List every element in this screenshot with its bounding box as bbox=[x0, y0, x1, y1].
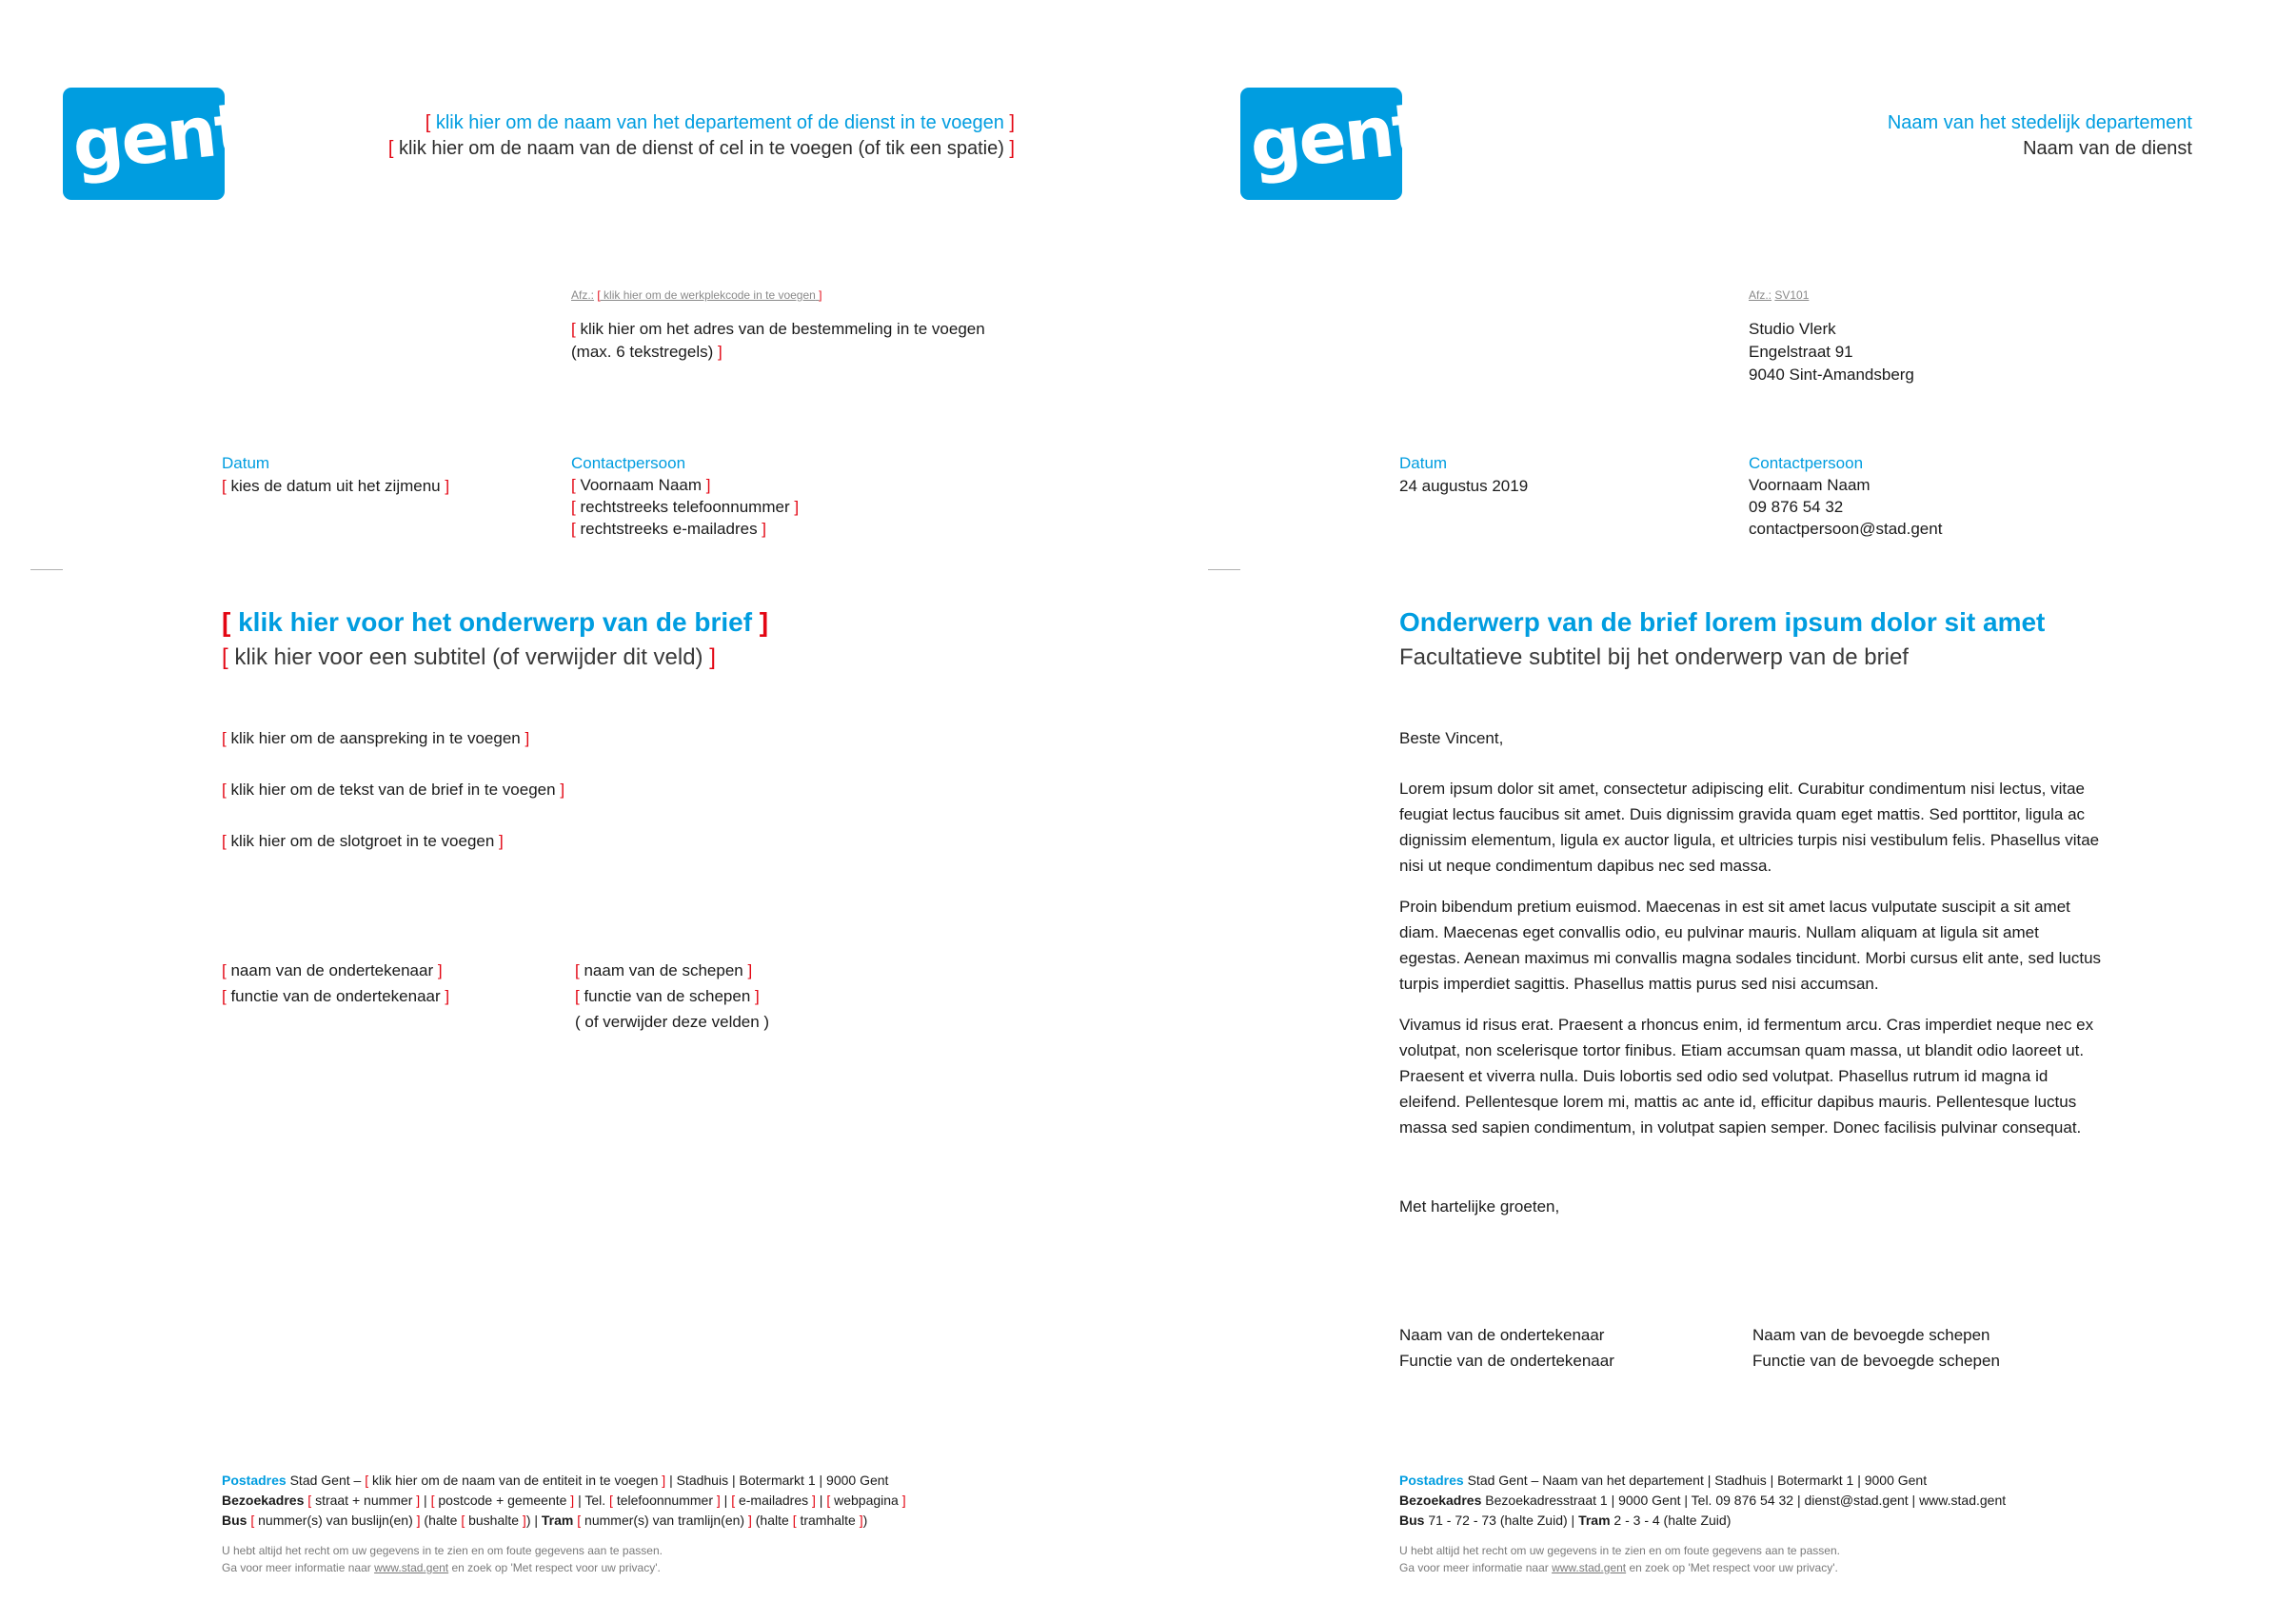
body-paragraph: Vivamus id risus erat. Praesent a rhoncus enim, id fermentum arcu. Cras imperdiet neque nec ex volutpat, non scelerisque tortor finibus. Etiam accumsan quam massa, ut blandit odio laoreet ut. Praesent et viverra nulla. Duis lobortis sed odio sed volutpat. Phasellus rutrum id magna id eleifend. Pellentesque lorem mi, mattis ac ante id, efficitur dapibus mauris. Pellentesque luctus massa sed sapien condimentum, in volutpat sapien semper. Donec facilisis pulvinar consequat. bbox=[1399, 1016, 2094, 1137]
gent-logo bbox=[63, 85, 277, 200]
footer-bus-text: 71 - 72 - 73 (halte Zuid) | bbox=[1428, 1513, 1575, 1528]
logo-text: gent: bbox=[69, 85, 277, 188]
salutation-field[interactable]: [ klik hier om de aanspreking in te voegen ] bbox=[222, 729, 530, 747]
department-placeholder[interactable]: klik hier om de naam van het departement of de dienst in te voegen bbox=[435, 112, 1004, 133]
alderman-function: Functie van de bevoegde schepen bbox=[1752, 1352, 2000, 1370]
contact-phone-placeholder[interactable]: rechtstreeks telefoonnummer bbox=[580, 498, 790, 516]
closing: Met hartelijke groeten, bbox=[1399, 1197, 1560, 1216]
footer-postadres-label: Postadres bbox=[222, 1473, 287, 1488]
alderman-function-placeholder[interactable]: functie van de schepen bbox=[584, 987, 751, 1005]
footer-postadres-rest: | Stadhuis | Botermarkt 1 | 9000 Gent bbox=[669, 1473, 889, 1488]
closing-placeholder[interactable]: klik hier om de slotgroet in te voegen bbox=[230, 832, 495, 850]
privacy-link[interactable]: www.stad.gent bbox=[374, 1561, 449, 1574]
address-line: Engelstraat 91 bbox=[1749, 343, 1853, 361]
sender-code bbox=[1749, 288, 1809, 302]
footer-bus-label: Bus bbox=[222, 1513, 247, 1528]
signer-name-placeholder[interactable]: naam van de ondertekenaar bbox=[230, 961, 434, 979]
date-label: Datum bbox=[1399, 454, 1448, 472]
footer-tram-text: 2 - 3 - 4 (halte Zuid) bbox=[1613, 1513, 1732, 1528]
contact-email: contactpersoon@stad.gent bbox=[1749, 520, 1943, 538]
privacy-line-2b: en zoek op 'Met respect voor uw privacy'. bbox=[451, 1561, 661, 1574]
body-paragraph: Proin bibendum pretium euismod. Maecenas in est sit amet lacus vulputate suscipit a sit amet diam. Maecenas eget convallis odio, eu pulvinar mauris. Nullam aliquam at ligula sit amet egestas. Aenean maximus mi convallis magna sodales tincidunt. Morbi cursus elit ante, sed luctus turpis imperdiet sagittis. Phasellus mattis purus sed nisi accumsan. bbox=[1399, 898, 2102, 993]
footer-tram-label: Tram bbox=[541, 1513, 574, 1528]
contact-name: Voornaam Naam bbox=[1749, 476, 1870, 494]
date-block: Datum [ kies de datum uit het zijmenu ] bbox=[222, 454, 450, 495]
footer-tram-halte-label: (halte bbox=[755, 1513, 789, 1528]
contact-label: Contactpersoon bbox=[571, 454, 686, 472]
footer-tram-label: Tram bbox=[1578, 1513, 1611, 1528]
alderman-name: Naam van de bevoegde schepen bbox=[1752, 1326, 1990, 1344]
letter-example-page bbox=[1178, 0, 2296, 1602]
address-placeholder-line1[interactable]: klik hier om het adres van de bestemmeling in te voegen bbox=[580, 320, 985, 338]
salutation-placeholder[interactable]: klik hier om de aanspreking in te voegen bbox=[230, 729, 521, 747]
footer-bus-label: Bus bbox=[1399, 1513, 1425, 1528]
alderman-name-placeholder[interactable]: naam van de schepen bbox=[584, 961, 743, 979]
letter-footer: Postadres Stad Gent – [ klik hier om de naam van de entiteit in te voegen ] | Stadhuis | Botermarkt 1 | 9000 Gent Bezoekadres [ straat + nummer ] | [ postcode + gemeente ] | Tel. [ telefoonnummer ] | [ e-mailadres ] | [ webpagina ] Bus [ nummer(s) van buslijn(en) ] (halte [ bushalte ]) | Tram [ nummer(s) van tramlijn(en) ] (halte [ tramhalte ]) bbox=[222, 1473, 906, 1528]
closing-field[interactable]: [ klik hier om de slotgroet in te voegen ] bbox=[222, 832, 504, 850]
subtitle-field[interactable]: [ klik hier voor een subtitel (of verwijder dit veld) ] bbox=[222, 644, 716, 670]
recipient-address bbox=[1749, 318, 1914, 386]
footer-bus-halte-label: (halte bbox=[424, 1513, 458, 1528]
subject: Onderwerp van de brief lorem ipsum dolor sit amet bbox=[1399, 607, 2046, 637]
signer-block: [ naam van de ondertekenaar ] [ functie van de ondertekenaar ] bbox=[222, 961, 450, 1005]
contact-phone: 09 876 54 32 bbox=[1749, 498, 1844, 516]
recipient-address[interactable]: [ klik hier om het adres van de bestemmeling in te voegen (max. 6 tekstregels) ] bbox=[571, 320, 985, 361]
address-placeholder-line2[interactable]: (max. 6 tekstregels) bbox=[571, 343, 714, 361]
date-block bbox=[1399, 452, 1528, 498]
footer-postadres-text: Stad Gent – bbox=[289, 1473, 362, 1488]
footer-postadres-label: Postadres bbox=[1399, 1473, 1464, 1488]
footer-postcode-placeholder[interactable]: postcode + gemeente bbox=[438, 1493, 567, 1508]
date-value: 24 augustus 2019 bbox=[1399, 477, 1529, 495]
privacy-line-2a: Ga voor meer informatie naar bbox=[1399, 1561, 1549, 1574]
footer-bezoek-label: Bezoekadres bbox=[222, 1493, 305, 1508]
logo-text: gent: bbox=[1246, 85, 1455, 188]
date-placeholder[interactable]: kies de datum uit het zijmenu bbox=[230, 477, 441, 495]
contact-label: Contactpersoon bbox=[1749, 454, 1864, 472]
signer-name: Naam van de ondertekenaar bbox=[1399, 1326, 1605, 1344]
subject-placeholder[interactable]: klik hier voor het onderwerp van de brief bbox=[238, 607, 753, 637]
footer-bushalte-placeholder[interactable]: bushalte bbox=[468, 1513, 520, 1528]
sender-code[interactable]: Afz.: [ klik hier om de werkplekcode in te voegen ] bbox=[571, 288, 822, 302]
footer-tel-label: | Tel. bbox=[578, 1493, 606, 1508]
subtitle: Facultatieve subtitel bij het onderwerp van de brief bbox=[1399, 644, 1909, 670]
alderman-note[interactable]: ( of verwijder deze velden ) bbox=[575, 1013, 770, 1031]
department-header[interactable]: [ klik hier om de naam van het departement of de dienst in te voegen ] [ klik hier om de naam van de dienst of cel in te voegen (of tik een spatie) ] bbox=[387, 112, 1015, 159]
department-header bbox=[1888, 110, 2192, 162]
gent-logo bbox=[1240, 85, 1455, 200]
footer-entity-placeholder[interactable]: klik hier om de naam van de entiteit in te voegen bbox=[371, 1473, 659, 1488]
body-text-placeholder[interactable]: klik hier om de tekst van de brief in te voegen bbox=[230, 781, 556, 799]
address-line: Studio Vlerk bbox=[1749, 320, 1836, 338]
footer-phone-placeholder[interactable]: telefoonnummer bbox=[616, 1493, 713, 1508]
privacy-notice bbox=[222, 1542, 663, 1576]
footer-email-placeholder[interactable]: e-mailadres bbox=[738, 1493, 809, 1508]
service-name: Naam van de dienst bbox=[2023, 138, 2192, 159]
afz-placeholder[interactable]: klik hier om de werkplekcode in te voegen bbox=[604, 288, 816, 302]
privacy-line-1: U hebt altijd het recht om uw gegevens in te zien en om foute gegevens aan te passen. bbox=[1399, 1544, 1840, 1557]
footer-tram-placeholder[interactable]: nummer(s) van tramlijn(en) bbox=[584, 1513, 745, 1528]
department-name: Naam van het stedelijk departement bbox=[1887, 112, 2192, 133]
date-label: Datum bbox=[222, 454, 270, 472]
footer-tramhalte-placeholder[interactable]: tramhalte bbox=[800, 1513, 856, 1528]
service-placeholder[interactable]: klik hier om de naam van de dienst of cel in te voegen (of tik een spatie) bbox=[398, 138, 1004, 159]
contact-block: Contactpersoon [ Voornaam Naam ] [ rechtstreeks telefoonnummer ] [ rechtstreeks e-mailadres ] bbox=[571, 454, 800, 538]
salutation: Beste Vincent, bbox=[1399, 729, 1504, 747]
afz-label: Afz.: bbox=[571, 288, 595, 302]
contact-email-placeholder[interactable]: rechtstreeks e-mailadres bbox=[580, 520, 758, 538]
privacy-line-2b: en zoek op 'Met respect voor uw privacy'. bbox=[1629, 1561, 1838, 1574]
afz-value: SV101 bbox=[1774, 288, 1810, 302]
footer-bezoek-text: Bezoekadresstraat 1 | 9000 Gent | Tel. 09 876 54 32 | dienst@stad.gent | www.stad.gent bbox=[1485, 1493, 2007, 1508]
afz-label: Afz.: bbox=[1749, 288, 1772, 302]
body-text-field[interactable]: [ klik hier om de tekst van de brief in te voegen ] bbox=[222, 781, 565, 799]
privacy-notice bbox=[1399, 1542, 1840, 1576]
footer-postadres-text: Stad Gent – Naam van het departement | Stadhuis | Botermarkt 1 | 9000 Gent bbox=[1467, 1473, 1928, 1488]
footer-bus-placeholder[interactable]: nummer(s) van buslijn(en) bbox=[258, 1513, 413, 1528]
footer-bezoek-label: Bezoekadres bbox=[1399, 1493, 1482, 1508]
alderman-block bbox=[1752, 1322, 2000, 1374]
privacy-line-1: U hebt altijd het recht om uw gegevens in te zien en om foute gegevens aan te passen. bbox=[222, 1544, 663, 1557]
privacy-link[interactable]: www.stad.gent bbox=[1552, 1561, 1627, 1574]
signer-function: Functie van de ondertekenaar bbox=[1399, 1352, 1614, 1370]
alderman-block: [ naam van de schepen ] [ functie van de schepen ] ( of verwijder deze velden ) bbox=[575, 961, 770, 1031]
privacy-line-2a: Ga voor meer informatie naar bbox=[222, 1561, 371, 1574]
fold-mark bbox=[30, 569, 63, 570]
signer-function-placeholder[interactable]: functie van de ondertekenaar bbox=[230, 987, 441, 1005]
body-paragraph: Lorem ipsum dolor sit amet, consectetur adipiscing elit. Curabitur condimentum nisi lectus, vitae feugiat lectus faucibus sit amet. Duis dignissim gravida quam eget mattis. Sed porttitor, ligula ac dignissim elementum, ligula ex auctor ligula, et ultricies turpis nisi vestibulum felis. Phasellus vitae nisi ut neque condimentum dapibus nec sed massa. bbox=[1399, 780, 2100, 875]
letter-footer bbox=[1399, 1471, 2006, 1531]
contact-block bbox=[1749, 452, 1942, 540]
footer-street-placeholder[interactable]: straat + nummer bbox=[315, 1493, 413, 1508]
fold-mark bbox=[1208, 569, 1240, 570]
letter-body bbox=[1399, 776, 2104, 1156]
footer-web-placeholder[interactable]: webpagina bbox=[834, 1493, 899, 1508]
subject-field[interactable]: [ klik hier voor het onderwerp van de brief ] bbox=[222, 607, 769, 637]
address-line: 9040 Sint-Amandsberg bbox=[1749, 366, 1914, 384]
subtitle-placeholder[interactable]: klik hier voor een subtitel (of verwijder dit veld) bbox=[234, 644, 703, 670]
signer-block bbox=[1399, 1322, 1614, 1374]
contact-name-placeholder[interactable]: Voornaam Naam bbox=[580, 476, 703, 494]
